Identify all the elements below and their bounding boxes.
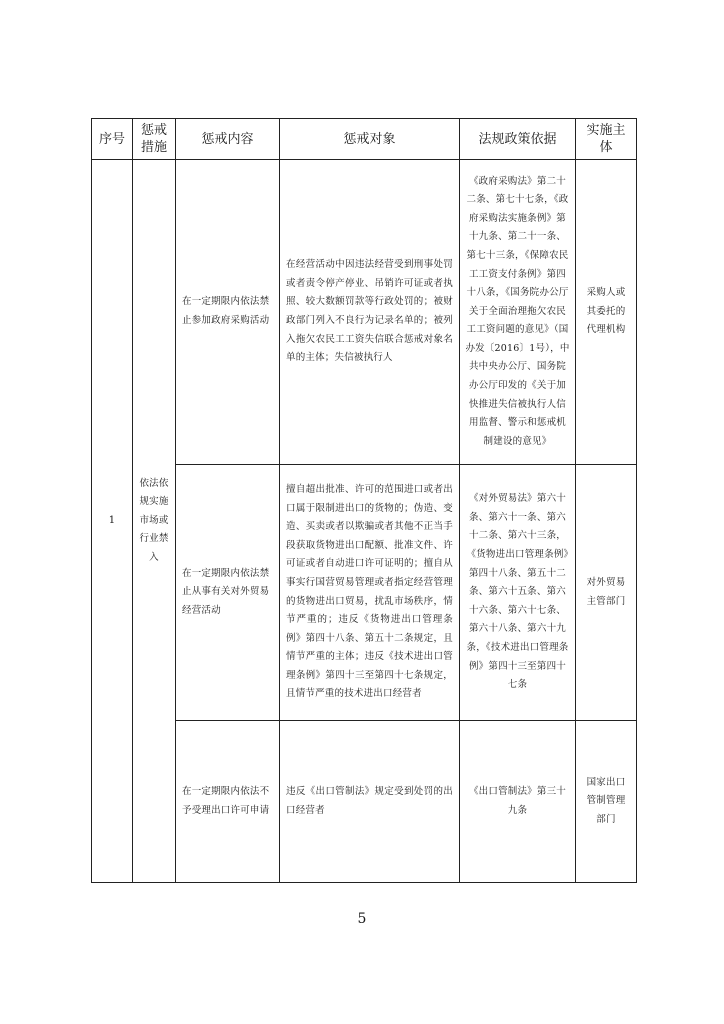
row-content: 在一定期限内依法禁止参加政府采购活动 [176,160,280,465]
table-header-row [92,119,637,160]
row-basis: 《对外贸易法》第六十条、第六十一条、第六十二条、第六十三条，《货物进出口管理条例》第四十八条、第五十二条、第六十五条、第六十六条、第六十七条、第六十八条、第六十九条，《技术进出口管理条例》第四十三至第四十七条 [460,465,576,721]
row-basis: 《出口管制法》第三十九条 [460,721,576,883]
row-basis: 《政府采购法》第二十二条、第七十七条，《政府采购法实施条例》第十九条、第二十一条、第七十三条，《保障农民工工资支付条例》第四十八条，《国务院办公厅关于全面治理拖欠农民工工资问题的意见》（国办发〔2016〕1号），中共中央办公厅、国务院办公厅印发的《关于加快推进失信被执行人信用监督、警示和惩戒机制建设的意见》 [460,160,576,465]
row-target: 在经营活动中因违法经营受到刑事处罚或者责令停产停业、吊销许可证或者执照、较大数额罚款等行政处罚的；被财政部门列入不良行为记录名单的；被列入拖欠农民工工资失信联合惩戒对象名单的主体；失信被执行人 [280,160,460,465]
header-basis: 法规政策依据 [460,119,576,160]
header-content: 惩戒内容 [176,119,280,160]
row-seq-number: 1 [92,160,133,883]
sanctions-table [91,118,637,883]
row-agency: 国家出口管制管理部门 [576,721,637,883]
row-agency: 采购人或其委托的代理机构 [576,160,637,465]
page-number: 5 [357,911,367,927]
row-content: 在一定期限内依法禁止从事有关对外贸易经营活动 [176,465,280,721]
row-agency: 对外贸易主管部门 [576,465,637,721]
row-content: 在一定期限内依法不予受理出口许可申请 [176,721,280,883]
header-seq: 序号 [92,119,133,160]
header-target: 惩戒对象 [280,119,460,160]
row-measure: 依法依规实施市场或行业禁入 [133,160,176,883]
row-target: 违反《出口管制法》规定受到处罚的出口经营者 [280,721,460,883]
header-agency: 实施主体 [576,119,637,160]
header-measure: 惩戒措施 [133,119,176,160]
row-target: 擅自超出批准、许可的范围进口或者出口属于限制进出口的货物的；伪造、变造、买卖或者以欺骗或者其他不正当手段获取货物进出口配额、批准文件、许可证或者自动进口许可证明的；擅自从事实行国营贸易管理或者指定经营管理的货物进出口贸易，扰乱市场秩序，情节严重的；违反《货物进出口管理条例》第四十八条、第五十二条规定，且情节严重的主体；违反《技术进出口管理条例》第四十三至第四十七条规定，且情节严重的技术进出口经营者 [280,465,460,721]
table-row [92,160,637,465]
